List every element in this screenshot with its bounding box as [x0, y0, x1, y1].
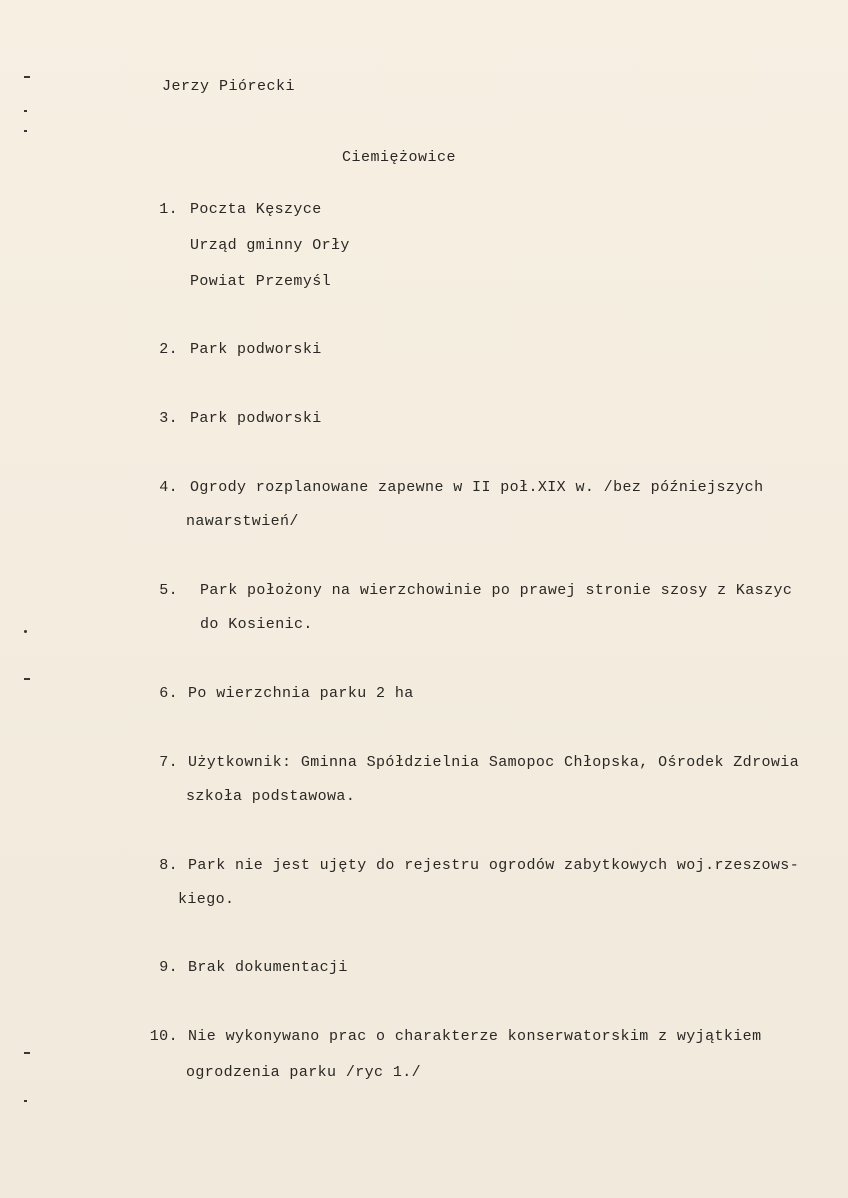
item-number: 10.	[149, 1028, 178, 1045]
item-line: Ogrody rozplanowane zapewne w II poł.XIX w. /bez późniejszych	[190, 479, 764, 496]
item-number: 6.	[159, 685, 178, 702]
item-line: Nie wykonywano prac o charakterze konserwatorskim z wyjątkiem	[188, 1028, 762, 1045]
margin-mark	[24, 76, 30, 78]
margin-mark	[24, 1100, 27, 1102]
item-number: 2.	[159, 341, 178, 358]
item-number: 1.	[159, 201, 178, 218]
item-line: do Kosienic.	[200, 616, 313, 633]
item-line: Użytkownik: Gminna Spółdzielnia Samopoc Chłopska, Ośrodek Zdrowia	[188, 754, 800, 771]
item-line: Park nie jest ujęty do rejestru ogrodów zabytkowych woj.rzeszows-	[188, 857, 800, 874]
margin-mark	[24, 678, 30, 680]
item-number: 9.	[159, 959, 178, 976]
item-line: Poczta Kęszyce	[190, 201, 322, 218]
item-number: 7.	[159, 754, 178, 771]
margin-mark	[24, 130, 27, 132]
item-line: Park podworski	[190, 341, 322, 358]
margin-mark	[24, 1052, 30, 1054]
margin-dot	[24, 630, 27, 633]
margin-mark	[24, 110, 27, 112]
author-name: Jerzy Piórecki	[162, 78, 296, 95]
item-line: szkoła podstawowa.	[186, 788, 356, 805]
item-line: Park podworski	[190, 410, 322, 427]
item-number: 4.	[159, 479, 178, 496]
item-line: Urząd gminny Orły	[190, 237, 350, 254]
item-line: ogrodzenia parku /ryc 1./	[186, 1064, 422, 1081]
item-number: 5.	[159, 582, 178, 599]
item-line: Powiat Przemyśl	[190, 273, 332, 290]
item-line: kiego.	[178, 891, 235, 908]
item-line: Park położony na wierzchowinie po prawej stronie szosy z Kaszyc	[200, 582, 793, 599]
item-number: 8.	[159, 857, 178, 874]
item-line: Po wierzchnia parku 2 ha	[188, 685, 414, 702]
item-line: Brak dokumentacji	[188, 959, 348, 976]
item-number: 3.	[159, 410, 178, 427]
item-line: nawarstwień/	[186, 513, 299, 530]
document-title: Ciemiężowice	[342, 149, 457, 166]
